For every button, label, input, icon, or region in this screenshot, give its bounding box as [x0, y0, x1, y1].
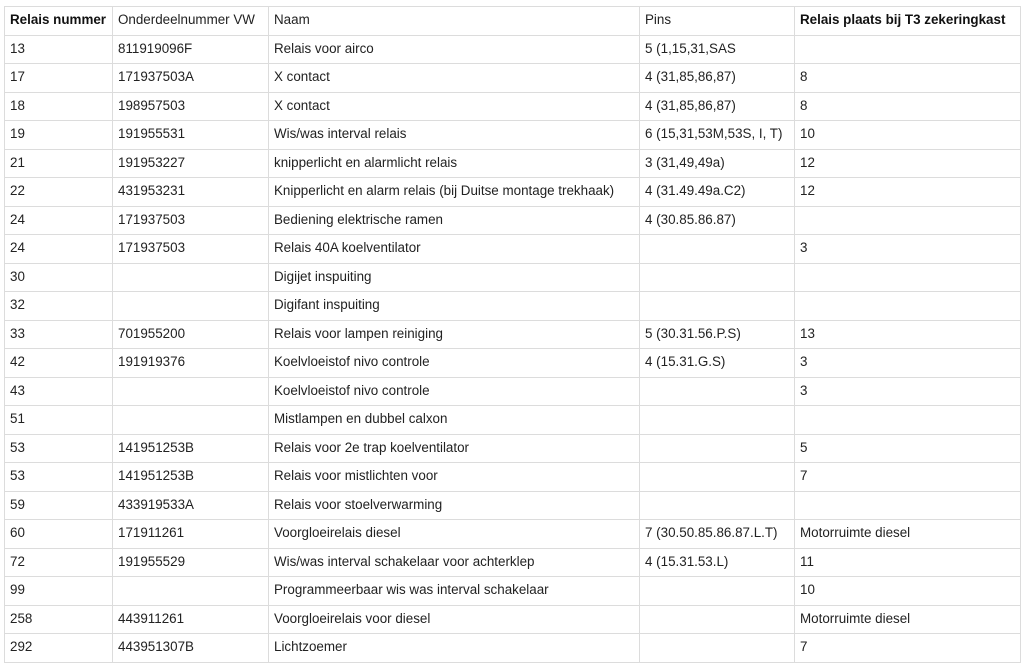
- cell-onderdeelnummer: 443951307B: [113, 634, 269, 663]
- cell-onderdeelnummer: 701955200: [113, 320, 269, 349]
- cell-pins: [640, 634, 795, 663]
- table-row: [5, 292, 1021, 321]
- header-relais-nummer: Relais nummer: [5, 7, 113, 36]
- cell-naam: Programmeerbaar wis was interval schakelaar: [269, 577, 640, 606]
- cell-onderdeelnummer: [113, 377, 269, 406]
- cell-relais-nummer: 53: [5, 463, 113, 492]
- cell-naam: Koelvloeistof nivo controle: [269, 377, 640, 406]
- cell-relais-nummer: 99: [5, 577, 113, 606]
- cell-naam: Relais voor 2e trap koelventilator: [269, 434, 640, 463]
- cell-naam: Relais 40A koelventilator: [269, 235, 640, 264]
- cell-onderdeelnummer: 171937503A: [113, 64, 269, 93]
- cell-naam: Relais voor stoelverwarming: [269, 491, 640, 520]
- table-row: [5, 548, 1021, 577]
- cell-relais-plaats: 3: [795, 349, 1021, 378]
- header-naam: Naam: [269, 7, 640, 36]
- cell-pins: [640, 263, 795, 292]
- table-row: [5, 121, 1021, 150]
- cell-relais-nummer: 18: [5, 92, 113, 121]
- table-body: [5, 35, 1021, 662]
- cell-relais-plaats: 10: [795, 577, 1021, 606]
- header-onderdeelnummer: Onderdeelnummer VW: [113, 7, 269, 36]
- cell-relais-nummer: 292: [5, 634, 113, 663]
- cell-relais-nummer: 60: [5, 520, 113, 549]
- cell-pins: 5 (1,15,31,SAS: [640, 35, 795, 64]
- cell-relais-nummer: 53: [5, 434, 113, 463]
- table-row: [5, 577, 1021, 606]
- cell-naam: Voorgloeirelais diesel: [269, 520, 640, 549]
- cell-pins: 6 (15,31,53M,53S, I, T): [640, 121, 795, 150]
- cell-onderdeelnummer: 443911261: [113, 605, 269, 634]
- cell-pins: [640, 292, 795, 321]
- cell-relais-plaats: Motorruimte diesel: [795, 605, 1021, 634]
- cell-relais-nummer: 72: [5, 548, 113, 577]
- cell-pins: [640, 377, 795, 406]
- cell-onderdeelnummer: 171937503: [113, 206, 269, 235]
- table-row: [5, 520, 1021, 549]
- table-row: [5, 320, 1021, 349]
- table-row: [5, 463, 1021, 492]
- cell-relais-nummer: 258: [5, 605, 113, 634]
- cell-relais-plaats: 11: [795, 548, 1021, 577]
- cell-relais-plaats: [795, 406, 1021, 435]
- cell-pins: [640, 235, 795, 264]
- cell-relais-plaats: 5: [795, 434, 1021, 463]
- table-row: [5, 491, 1021, 520]
- table-row: [5, 235, 1021, 264]
- table-row: [5, 377, 1021, 406]
- cell-relais-plaats: [795, 292, 1021, 321]
- cell-onderdeelnummer: 171911261: [113, 520, 269, 549]
- cell-relais-plaats: [795, 206, 1021, 235]
- cell-relais-nummer: 21: [5, 149, 113, 178]
- cell-relais-plaats: 3: [795, 377, 1021, 406]
- cell-relais-nummer: 24: [5, 206, 113, 235]
- cell-naam: Wis/was interval relais: [269, 121, 640, 150]
- cell-naam: Lichtzoemer: [269, 634, 640, 663]
- cell-relais-plaats: 3: [795, 235, 1021, 264]
- cell-pins: [640, 434, 795, 463]
- table-row: [5, 434, 1021, 463]
- cell-pins: [640, 491, 795, 520]
- table-row: [5, 35, 1021, 64]
- table-header-row: [5, 7, 1021, 36]
- cell-onderdeelnummer: 198957503: [113, 92, 269, 121]
- cell-relais-plaats: 7: [795, 463, 1021, 492]
- cell-relais-plaats: Motorruimte diesel: [795, 520, 1021, 549]
- cell-naam: Relais voor airco: [269, 35, 640, 64]
- table-row: [5, 349, 1021, 378]
- cell-relais-nummer: 22: [5, 178, 113, 207]
- table-row: [5, 64, 1021, 93]
- cell-pins: [640, 406, 795, 435]
- cell-relais-nummer: 42: [5, 349, 113, 378]
- table-row: [5, 149, 1021, 178]
- cell-naam: Digijet inspuiting: [269, 263, 640, 292]
- cell-relais-plaats: 12: [795, 149, 1021, 178]
- cell-relais-plaats: 12: [795, 178, 1021, 207]
- cell-relais-nummer: 51: [5, 406, 113, 435]
- cell-naam: Relais voor lampen reiniging: [269, 320, 640, 349]
- cell-naam: X contact: [269, 92, 640, 121]
- cell-relais-nummer: 24: [5, 235, 113, 264]
- cell-onderdeelnummer: 811919096F: [113, 35, 269, 64]
- cell-relais-nummer: 19: [5, 121, 113, 150]
- cell-pins: 5 (30.31.56.P.S): [640, 320, 795, 349]
- cell-onderdeelnummer: [113, 406, 269, 435]
- table-row: [5, 634, 1021, 663]
- cell-onderdeelnummer: 191955529: [113, 548, 269, 577]
- cell-pins: [640, 463, 795, 492]
- cell-naam: Voorgloeirelais voor diesel: [269, 605, 640, 634]
- table-row: [5, 406, 1021, 435]
- cell-relais-nummer: 17: [5, 64, 113, 93]
- cell-onderdeelnummer: 141951253B: [113, 434, 269, 463]
- cell-relais-plaats: [795, 263, 1021, 292]
- table-row: [5, 263, 1021, 292]
- cell-naam: knipperlicht en alarmlicht relais: [269, 149, 640, 178]
- cell-naam: Mistlampen en dubbel calxon: [269, 406, 640, 435]
- cell-relais-nummer: 32: [5, 292, 113, 321]
- cell-relais-plaats: 8: [795, 64, 1021, 93]
- cell-pins: 4 (31.49.49a.C2): [640, 178, 795, 207]
- header-relais-plaats: Relais plaats bij T3 zekeringkast: [795, 7, 1021, 36]
- cell-naam: Wis/was interval schakelaar voor achterklep: [269, 548, 640, 577]
- cell-onderdeelnummer: 141951253B: [113, 463, 269, 492]
- cell-pins: 4 (31,85,86,87): [640, 92, 795, 121]
- cell-relais-plaats: 10: [795, 121, 1021, 150]
- cell-naam: Koelvloeistof nivo controle: [269, 349, 640, 378]
- cell-pins: [640, 605, 795, 634]
- cell-naam: Knipperlicht en alarm relais (bij Duitse montage trekhaak): [269, 178, 640, 207]
- relay-table: [4, 6, 1021, 663]
- cell-relais-nummer: 43: [5, 377, 113, 406]
- cell-pins: 4 (15.31.G.S): [640, 349, 795, 378]
- cell-pins: 4 (30.85.86.87): [640, 206, 795, 235]
- cell-naam: Relais voor mistlichten voor: [269, 463, 640, 492]
- cell-onderdeelnummer: 433919533A: [113, 491, 269, 520]
- table-row: [5, 92, 1021, 121]
- cell-naam: Digifant inspuiting: [269, 292, 640, 321]
- cell-onderdeelnummer: 191953227: [113, 149, 269, 178]
- table-row: [5, 206, 1021, 235]
- cell-naam: Bediening elektrische ramen: [269, 206, 640, 235]
- cell-onderdeelnummer: [113, 292, 269, 321]
- cell-relais-plaats: [795, 491, 1021, 520]
- cell-pins: 4 (15.31.53.L): [640, 548, 795, 577]
- cell-relais-nummer: 33: [5, 320, 113, 349]
- cell-onderdeelnummer: 191955531: [113, 121, 269, 150]
- cell-relais-plaats: [795, 35, 1021, 64]
- table-row: [5, 605, 1021, 634]
- cell-pins: [640, 577, 795, 606]
- cell-pins: 4 (31,85,86,87): [640, 64, 795, 93]
- cell-naam: X contact: [269, 64, 640, 93]
- cell-pins: 7 (30.50.85.86.87.L.T): [640, 520, 795, 549]
- cell-onderdeelnummer: [113, 263, 269, 292]
- cell-relais-plaats: 8: [795, 92, 1021, 121]
- cell-onderdeelnummer: 191919376: [113, 349, 269, 378]
- cell-onderdeelnummer: 171937503: [113, 235, 269, 264]
- table-row: [5, 178, 1021, 207]
- cell-relais-plaats: 7: [795, 634, 1021, 663]
- cell-relais-nummer: 13: [5, 35, 113, 64]
- cell-onderdeelnummer: 431953231: [113, 178, 269, 207]
- cell-relais-plaats: 13: [795, 320, 1021, 349]
- cell-relais-nummer: 59: [5, 491, 113, 520]
- header-pins: Pins: [640, 7, 795, 36]
- cell-onderdeelnummer: [113, 577, 269, 606]
- cell-pins: 3 (31,49,49a): [640, 149, 795, 178]
- cell-relais-nummer: 30: [5, 263, 113, 292]
